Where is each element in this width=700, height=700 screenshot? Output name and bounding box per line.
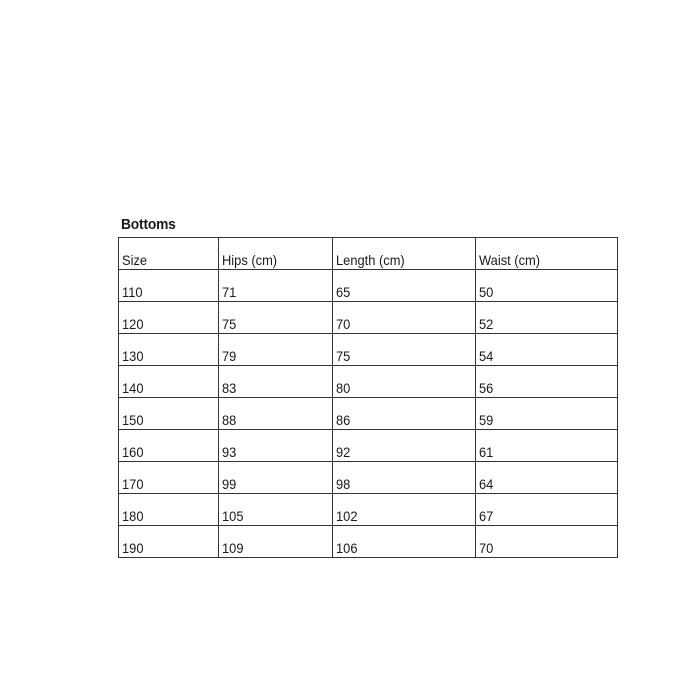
cell-length: 92 — [333, 430, 476, 462]
cell-waist: 70 — [476, 526, 618, 558]
cell-size: 140 — [119, 366, 219, 398]
cell-waist: 54 — [476, 334, 618, 366]
table-row — [119, 270, 618, 302]
cell-size: 120 — [119, 302, 219, 334]
cell-size: 170 — [119, 462, 219, 494]
cell-waist: 52 — [476, 302, 618, 334]
cell-length: 102 — [333, 494, 476, 526]
table-row — [119, 430, 618, 462]
table-row — [119, 398, 618, 430]
cell-hips: 109 — [219, 526, 333, 558]
table-row — [119, 526, 618, 558]
cell-hips: 88 — [219, 398, 333, 430]
cell-hips: 83 — [219, 366, 333, 398]
cell-size: 110 — [119, 270, 219, 302]
cell-size: 160 — [119, 430, 219, 462]
table-row — [119, 494, 618, 526]
cell-length: 65 — [333, 270, 476, 302]
table-row — [119, 366, 618, 398]
table-row — [119, 462, 618, 494]
cell-waist: 67 — [476, 494, 618, 526]
header-cell-waist: Waist (cm) — [476, 238, 618, 270]
header-cell-size: Size — [119, 238, 219, 270]
cell-length: 86 — [333, 398, 476, 430]
cell-hips: 75 — [219, 302, 333, 334]
table-row — [119, 334, 618, 366]
size-chart-table — [118, 237, 618, 558]
cell-length: 70 — [333, 302, 476, 334]
cell-length: 98 — [333, 462, 476, 494]
table-title: Bottoms — [121, 216, 176, 233]
cell-size: 180 — [119, 494, 219, 526]
cell-waist: 56 — [476, 366, 618, 398]
header-cell-hips: Hips (cm) — [219, 238, 333, 270]
cell-hips: 71 — [219, 270, 333, 302]
header-cell-length: Length (cm) — [333, 238, 476, 270]
table-header-row — [119, 238, 618, 270]
cell-hips: 105 — [219, 494, 333, 526]
cell-length: 106 — [333, 526, 476, 558]
cell-length: 75 — [333, 334, 476, 366]
cell-hips: 99 — [219, 462, 333, 494]
cell-size: 130 — [119, 334, 219, 366]
cell-hips: 79 — [219, 334, 333, 366]
cell-waist: 50 — [476, 270, 618, 302]
table-row — [119, 302, 618, 334]
cell-waist: 61 — [476, 430, 618, 462]
cell-size: 190 — [119, 526, 219, 558]
cell-waist: 59 — [476, 398, 618, 430]
cell-waist: 64 — [476, 462, 618, 494]
cell-size: 150 — [119, 398, 219, 430]
cell-hips: 93 — [219, 430, 333, 462]
cell-length: 80 — [333, 366, 476, 398]
